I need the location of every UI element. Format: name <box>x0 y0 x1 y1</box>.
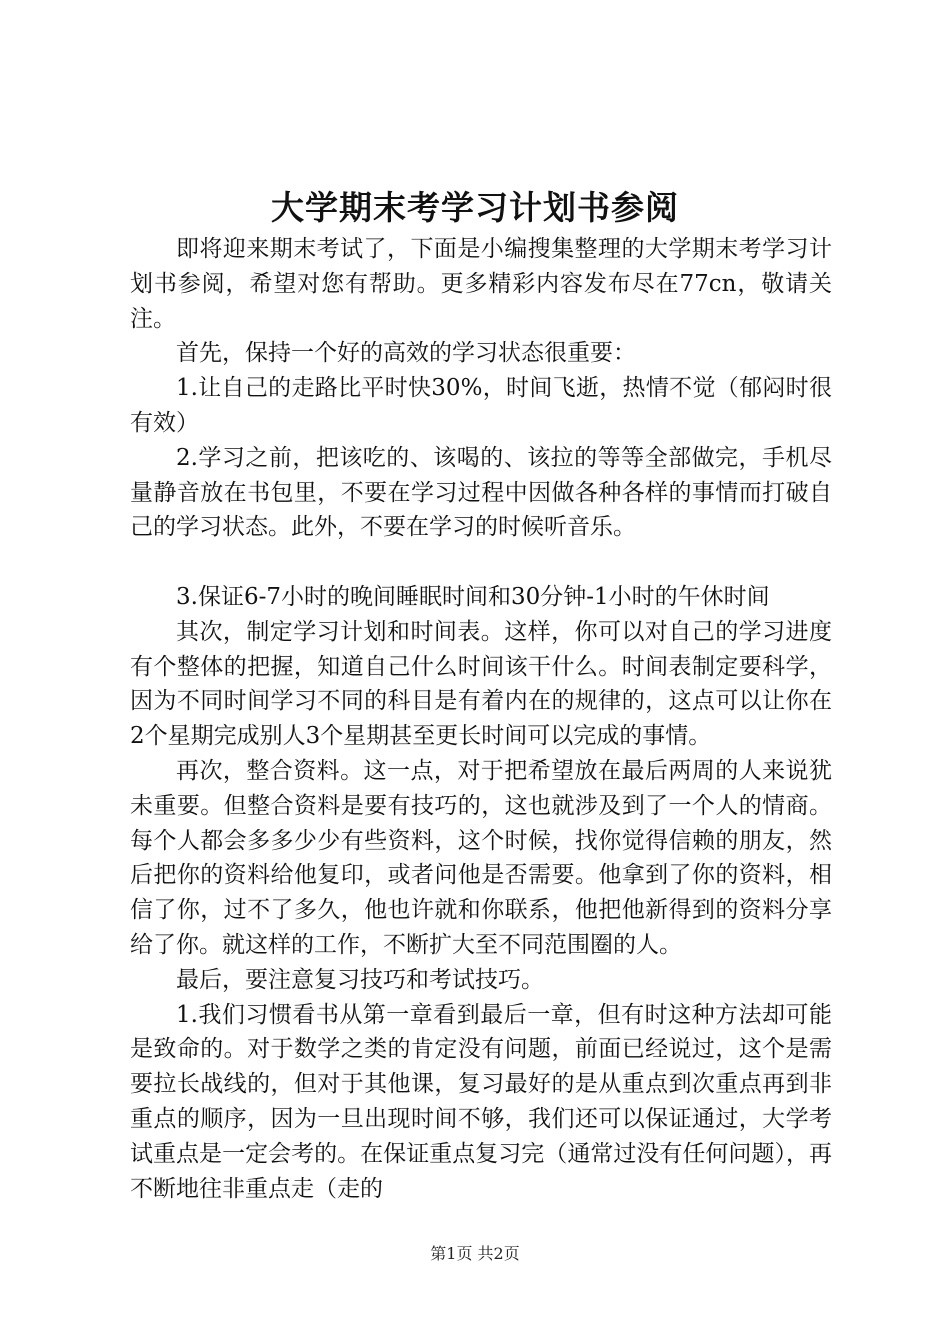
list-item: 1.我们习惯看书从第一章看到最后一章，但有时这种方法却可能是致命的。对于数学之类的肯定没有问题，前面已经说过，这个是需要拉长战线的，但对于其他课，复习最好的是从重点到次重点再到非重点的顺序，因为一旦出现时间不够，我们还可以保证通过，大学考试重点是一定会考的。在保证重点复习完（通常过没有任何问题），再不断地往非重点走（走的 <box>130 1001 832 1202</box>
document-body <box>130 232 832 1206</box>
list-item: 3.保证6-7小时的晚间睡眠时间和30分钟-1小时的午休时间 <box>176 583 770 610</box>
paragraph-first-point: 首先，保持一个好的高效的学习状态很重要： <box>176 340 636 367</box>
paragraph-last-point: 最后，要注意复习技巧和考试技巧。 <box>176 966 544 993</box>
list-item: 1.让自己的走路比平时快30%，时间飞逝，热情不觉（郁闷时很有效） <box>130 375 832 436</box>
list-item: 2.学习之前，把该吃的、该喝的、该拉的等等全部做完，手机尽量静音放在书包里，不要在学习过程中因做各种各样的事情而打破自己的学习状态。此外，不要在学习的时候听音乐。 <box>130 444 832 541</box>
page-footer: 第1页 共2页 <box>430 1244 520 1263</box>
document-title: 大学期末考学习计划书参阅 <box>271 188 679 227</box>
paragraph-second-point: 其次，制定学习计划和时间表。这样，你可以对自己的学习进度有个整体的把握，知道自己什么时间该干什么。时间表制定要科学，因为不同时间学习不同的科目是有着内在的规律的，这点可以让你在2个星期完成别人3个星期甚至更长时间可以完成的事情。 <box>130 618 832 750</box>
intro-paragraph: 即将迎来期末考试了，下面是小编搜集整理的大学期末考学习计划书参阅，希望对您有帮助。更多精彩内容发布尽在77cn，敬请关注。 <box>130 236 832 332</box>
paragraph-third-point: 再次，整合资料。这一点，对于把希望放在最后两周的人来说犹未重要。但整合资料是要有技巧的，这也就涉及到了一个人的情商。每个人都会多多少少有些资料，这个时候，找你觉得信赖的朋友，然后把你的资料给他复印，或者问他是否需要。他拿到了你的资料，相信了你，过不了多久，他也许就和你联系，他把他新得到的资料分享给了你。就这样的工作，不断扩大至不同范围圈的人。 <box>130 757 832 958</box>
